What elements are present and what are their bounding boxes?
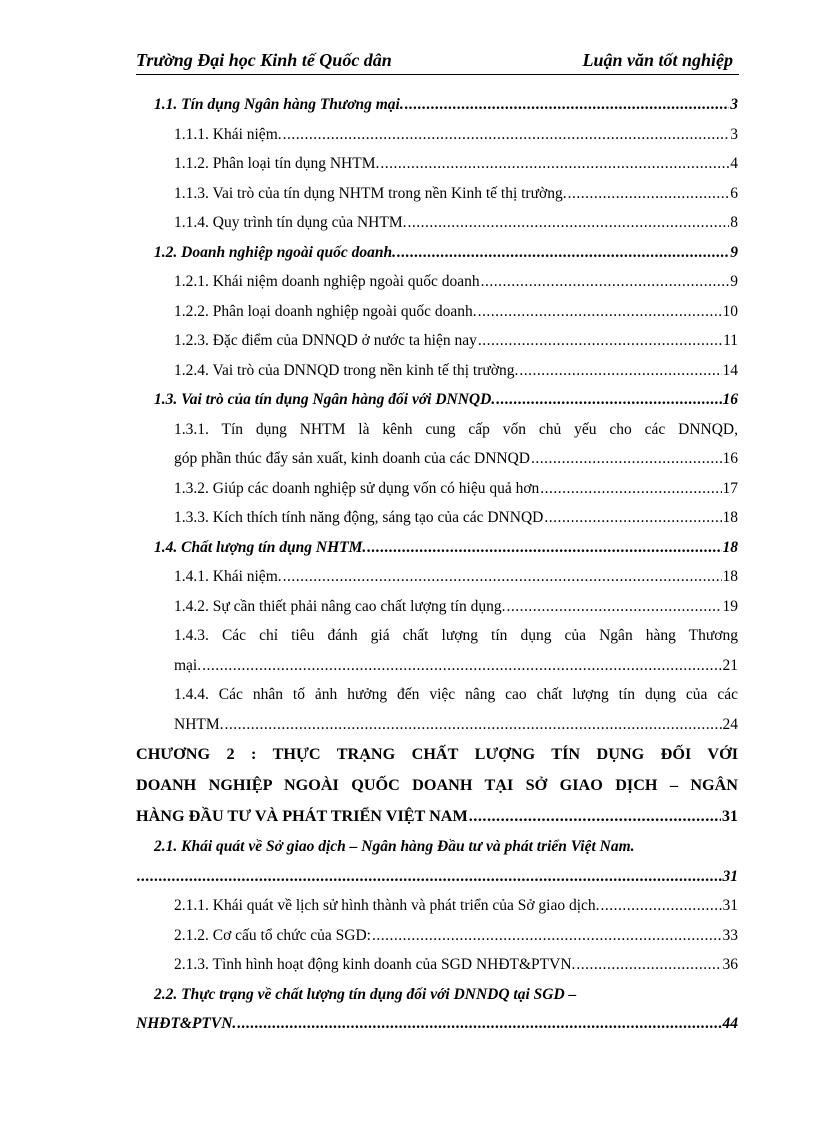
- toc-entry-1-2-1[interactable]: 1.2.1. Khái niệm doanh nghiệp ngoài quốc doanh ..... 9: [136, 267, 738, 297]
- page-number: 17: [722, 479, 738, 497]
- toc-entry-1-2-4[interactable]: 1.2.4. Vai trò của DNNQD trong nền kinh tế thị trường. ..... 14: [136, 356, 738, 386]
- page-number: 3: [730, 96, 738, 113]
- toc-entry-1-4[interactable]: 1.4. Chất lượng tín dụng NHTM. ..... 18: [136, 533, 738, 563]
- page-number: 9: [730, 273, 738, 290]
- toc-entry-1-3-1[interactable]: 1.3.1. Tín dụng NHTM là kênh cung cấp vốn chủ yếu cho các DNNQD, góp phần thúc đẩy sản xuất, kinh doanh của các DNNQD ..... 16: [136, 415, 738, 474]
- page-number: 4: [730, 155, 738, 172]
- header-thesis-label: Luận văn tốt nghiệp: [582, 50, 733, 70]
- toc-entry-1-4-1[interactable]: 1.4.1. Khái niệm. ..... 18: [136, 562, 738, 592]
- page-number: 6: [730, 184, 738, 202]
- page-number: 31: [721, 807, 738, 825]
- page-number: 24: [722, 715, 738, 733]
- page-number: 19: [722, 597, 738, 615]
- toc-entry-1-3-3[interactable]: 1.3.3. Kích thích tính năng động, sáng tạo của các DNNQD ..... 18: [136, 503, 738, 533]
- page-number: 36: [722, 956, 738, 973]
- page-number: 9: [730, 243, 738, 261]
- page-number: 31: [722, 867, 738, 885]
- header-university: Trường Đại học Kinh tế Quốc dân: [136, 50, 392, 70]
- toc-entry-1-2[interactable]: 1.2. Doanh nghiệp ngoài quốc doanh. ..... 9: [136, 238, 738, 268]
- page-number: 8: [730, 214, 738, 231]
- toc-entry-1-1-2[interactable]: 1.1.2. Phân loại tín dụng NHTM. ..... 4: [136, 149, 738, 179]
- toc-entry-2-1-2[interactable]: 2.1.2. Cơ cấu tổ chức của SGD: ..... 33: [136, 921, 738, 951]
- page-number: 14: [722, 361, 738, 379]
- toc-entry-1-3-2[interactable]: 1.3.2. Giúp các doanh nghiệp sử dụng vốn có hiệu quả hơn ..... 17: [136, 474, 738, 504]
- toc-entry-2-2[interactable]: 2.2. Thực trạng về chất lượng tín dụng đối với DNNDQ tại SGD – NHĐT&PTVN. ..... 44: [136, 980, 738, 1039]
- page-number: 31: [722, 897, 738, 914]
- toc-entry-1-3[interactable]: 1.3. Vai trò của tín dụng Ngân hàng đối với DNNQD. ..... 16: [136, 385, 738, 415]
- toc-entry-1-4-2[interactable]: 1.4.2. Sự cần thiết phải nâng cao chất lượng tín dụng. ..... 19: [136, 592, 738, 622]
- page-number: 16: [722, 450, 738, 467]
- toc-entry-1-1-3[interactable]: 1.1.3. Vai trò của tín dụng NHTM trong nền Kinh tế thị trường. ..... 6: [136, 179, 738, 209]
- page-number: 33: [722, 926, 738, 944]
- page-header: [136, 50, 739, 75]
- toc-entry-1-1-4[interactable]: 1.1.4. Quy trình tín dụng của NHTM. ..... 8: [136, 208, 738, 238]
- toc-entry-1-1-1[interactable]: 1.1.1. Khái niệm. ..... 3: [136, 120, 738, 150]
- toc-entry-1-1[interactable]: 1.1. Tín dụng Ngân hàng Thương mại. ..... 3: [136, 90, 738, 120]
- page-number: 11: [723, 332, 738, 349]
- page-number: 44: [722, 1015, 738, 1032]
- page-number: 10: [722, 302, 738, 320]
- toc-entry-1-2-3[interactable]: 1.2.3. Đặc điểm của DNNQD ở nước ta hiện nay ..... 11: [136, 326, 738, 356]
- table-of-contents: [136, 90, 738, 1039]
- page-number: 18: [722, 568, 738, 585]
- page-number: 18: [722, 509, 738, 526]
- toc-entry-2-1-3[interactable]: 2.1.3. Tình hình hoạt động kinh doanh của SGD NHĐT&PTVN. ..... 36: [136, 950, 738, 980]
- page-number: 3: [730, 125, 738, 143]
- page-number: 16: [722, 391, 738, 408]
- page-number: 21: [722, 656, 738, 674]
- toc-entry-1-4-4[interactable]: 1.4.4. Các nhân tố ảnh hưởng đến việc nâng cao chất lượng tín dụng của các NHTM. ..... 24: [136, 680, 738, 739]
- toc-entry-1-4-3[interactable]: 1.4.3. Các chỉ tiêu đánh giá chất lượng tín dụng của Ngân hàng Thương mại. ..... 21: [136, 621, 738, 680]
- toc-entry-2-1[interactable]: 2.1. Khái quát về Sở giao dịch – Ngân hàng Đầu tư và phát triển Việt Nam. ..... 31: [136, 832, 738, 891]
- toc-entry-2-1-1[interactable]: 2.1.1. Khái quát về lịch sử hình thành và phát triển của Sở giao dịch. ..... 31: [136, 891, 738, 921]
- toc-entry-1-2-2[interactable]: 1.2.2. Phân loại doanh nghiệp ngoài quốc doanh. ..... 10: [136, 297, 738, 327]
- page-number: 18: [722, 538, 738, 556]
- toc-entry-chapter-2[interactable]: CHƯƠNG 2 : THỰC TRẠNG CHẤT LƯỢNG TÍN DỤNG ĐỐI VỚI DOANH NGHIỆP NGOÀI QUỐC DOANH TẠI SỞ GIAO DỊCH – NGÂN HÀNG ĐẦU TƯ VÀ PHÁT TRIỂN VIỆT NAM ..... 31: [136, 739, 738, 832]
